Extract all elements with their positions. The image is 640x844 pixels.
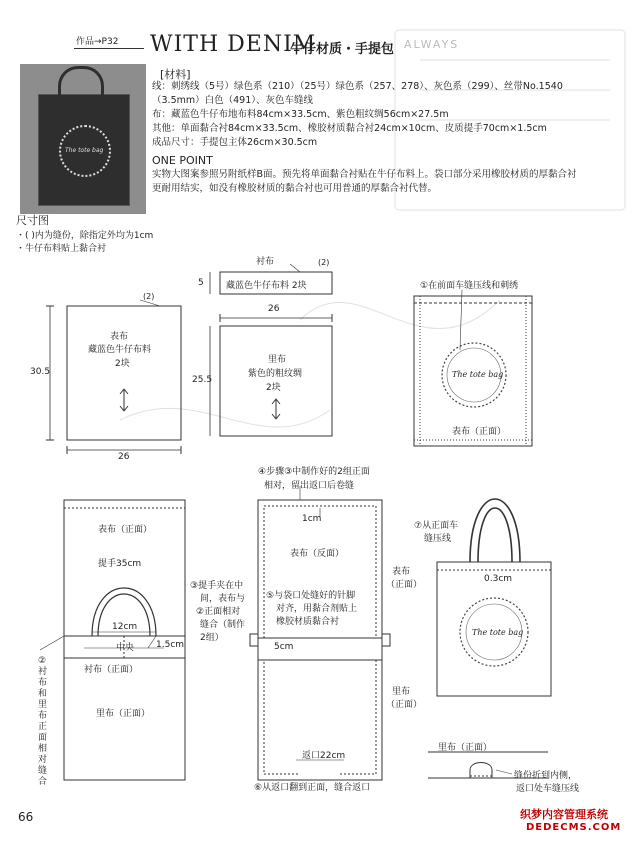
- outer-piece-height: 30.5: [30, 367, 51, 377]
- materials-line-5: 成品尺寸：手提包主体26cm×30.5cm: [152, 137, 318, 148]
- step3-note-line-2: 间，表布与: [200, 594, 246, 604]
- photo-bag-handle: [58, 66, 104, 103]
- materials-line-2: （3.5mm）白色（491）、灰色车缝线: [152, 95, 313, 106]
- step5-note-line-3: 橡胶材质黏合衬: [276, 617, 340, 627]
- step23-handle-length: 提手35cm: [98, 559, 142, 569]
- step456-lining-2: （正面）: [386, 700, 423, 710]
- header-rule: [74, 48, 144, 49]
- facing-piece-label: 藏蓝色牛仔布料 2块: [226, 281, 307, 291]
- step6-note: ⑥从返口翻到正面，缝合返口: [254, 783, 371, 793]
- step1-caption: ①在前面车缝压线和刺绣: [420, 281, 519, 291]
- site-watermark-line-2: DEDECMS.COM: [526, 822, 622, 833]
- step23-facing-label: 衬布（正面）: [84, 665, 139, 675]
- lining-piece-label-1: 里布: [268, 355, 287, 365]
- step5-note-line-1: ⑤与袋口处缝好的针脚: [266, 591, 356, 601]
- step2-side-note: ②衬布和里布正面相对缝合: [38, 656, 48, 787]
- facing-seam-allowance: (2): [318, 258, 330, 267]
- step23-center: 中央: [116, 643, 135, 653]
- step7-caption-1: ⑦从正面车: [414, 521, 459, 531]
- step1-bag-label: 表布（正面）: [452, 427, 507, 437]
- bag-photo: [20, 64, 146, 214]
- title-english: WITH DENIM: [150, 32, 317, 57]
- materials-line-4: 其他：单面黏合衬84cm×33.5cm、橡胶材质黏合衬24cm×10cm、皮质提手70cm×1.5cm: [152, 123, 547, 134]
- photo-bag-caption: The tote bag: [65, 147, 104, 154]
- lining-piece-height: 25.5: [192, 375, 213, 385]
- size-note-2: ・牛仔布料贴上黏合衬: [16, 244, 107, 254]
- page-number: 66: [18, 810, 34, 824]
- title-chinese: 牛仔材质・手提包: [290, 42, 395, 57]
- work-reference: 作品→P32: [76, 37, 119, 47]
- step23-outer-label: 表布（正面）: [98, 525, 153, 535]
- step23-lining-label: 里布（正面）: [96, 709, 151, 719]
- lining-piece-width: 26: [268, 304, 280, 314]
- materials-heading: [材料]: [160, 68, 191, 81]
- step3-note-line-1: ③提手夹在中: [190, 581, 244, 591]
- step7-embroidery-text: The tote bag: [472, 628, 524, 637]
- step7-caption-2: 缝压线: [424, 534, 452, 544]
- step5-note-line-2: 对齐，用黏合剂贴上: [276, 604, 358, 614]
- size-note-1: ・( )内为缝份，除指定外均为1cm: [16, 231, 154, 241]
- step23-handle-offset: 1.5cm: [156, 640, 185, 650]
- step1-embroidery-text: The tote bag: [452, 370, 504, 379]
- step456-five-cm: 5cm: [274, 642, 294, 652]
- step456-outer-back: 表布（反面）: [290, 549, 345, 559]
- step456-margin: 1cm: [302, 514, 322, 524]
- outer-seam-allowance: (2): [143, 292, 155, 301]
- step3-note-line-4: 缝合（制作: [200, 620, 246, 630]
- one-point-heading: ONE POINT: [152, 154, 213, 167]
- step23-handle-gap: 12cm: [112, 622, 138, 632]
- step3-note-line-3: ②正面相对: [196, 607, 241, 617]
- site-watermark-line-1: 织梦内容管理系统: [520, 808, 608, 821]
- outer-piece-label-3: 2块: [115, 359, 130, 369]
- detail-note-line-2: 返口处车缝压线: [516, 784, 580, 794]
- facing-top-label: 衬布: [256, 257, 275, 267]
- detail-note-line-1: 缝份折到内侧，: [514, 771, 578, 781]
- step456-lining: 里布: [392, 687, 411, 697]
- lining-piece-label-2: 紫色的粗纹绸: [248, 369, 303, 379]
- outer-piece-label-1: 表布: [110, 332, 129, 342]
- step4-note-line-1: ④步骤③中制作好的2组正面: [258, 467, 370, 477]
- step3-note-line-5: 2组）: [200, 633, 224, 643]
- photo-bag-body: [38, 94, 130, 206]
- materials-line-3: 布：藏蓝色牛仔布地布料84cm×33.5cm、紫色粗纹绸56cm×27.5m: [152, 109, 449, 120]
- facing-piece-height: 5: [198, 278, 204, 288]
- detail-lining-label: 里布（正面）: [438, 743, 493, 753]
- background-watermark-text: ALWAYS: [404, 38, 460, 51]
- one-point-line-2: 更耐用结实，如没有橡胶材质的黏合衬也可用普通的厚黏合衬代替。: [152, 183, 438, 194]
- size-diagram-heading: 尺寸图: [16, 214, 49, 227]
- materials-line-1: 线：刺绣线（5号）绿色系（210）（25号）绿色系（257、278）、灰色系（299）、丝带No.1540: [152, 81, 563, 92]
- outer-piece-label-2: 藏蓝色牛仔布料: [88, 345, 152, 355]
- lining-piece-label-3: 2块: [266, 383, 281, 393]
- outer-piece-width: 26: [118, 452, 130, 462]
- step456-outer-front-2: （正面）: [386, 580, 423, 590]
- step7-dimension: 0.3cm: [484, 574, 513, 584]
- one-point-line-1: 实物大图案参照另附纸样B面。预先将单面黏合衬贴在牛仔布料上。袋口部分采用橡胶材质的厚黏合衬: [152, 169, 577, 180]
- outer-piece-rect: [67, 306, 181, 440]
- step4-note-line-2: 相对，留出返口后卷缝: [264, 481, 355, 491]
- step456-opening: 返口22cm: [302, 751, 346, 761]
- step456-outer-front: 表布: [392, 567, 411, 577]
